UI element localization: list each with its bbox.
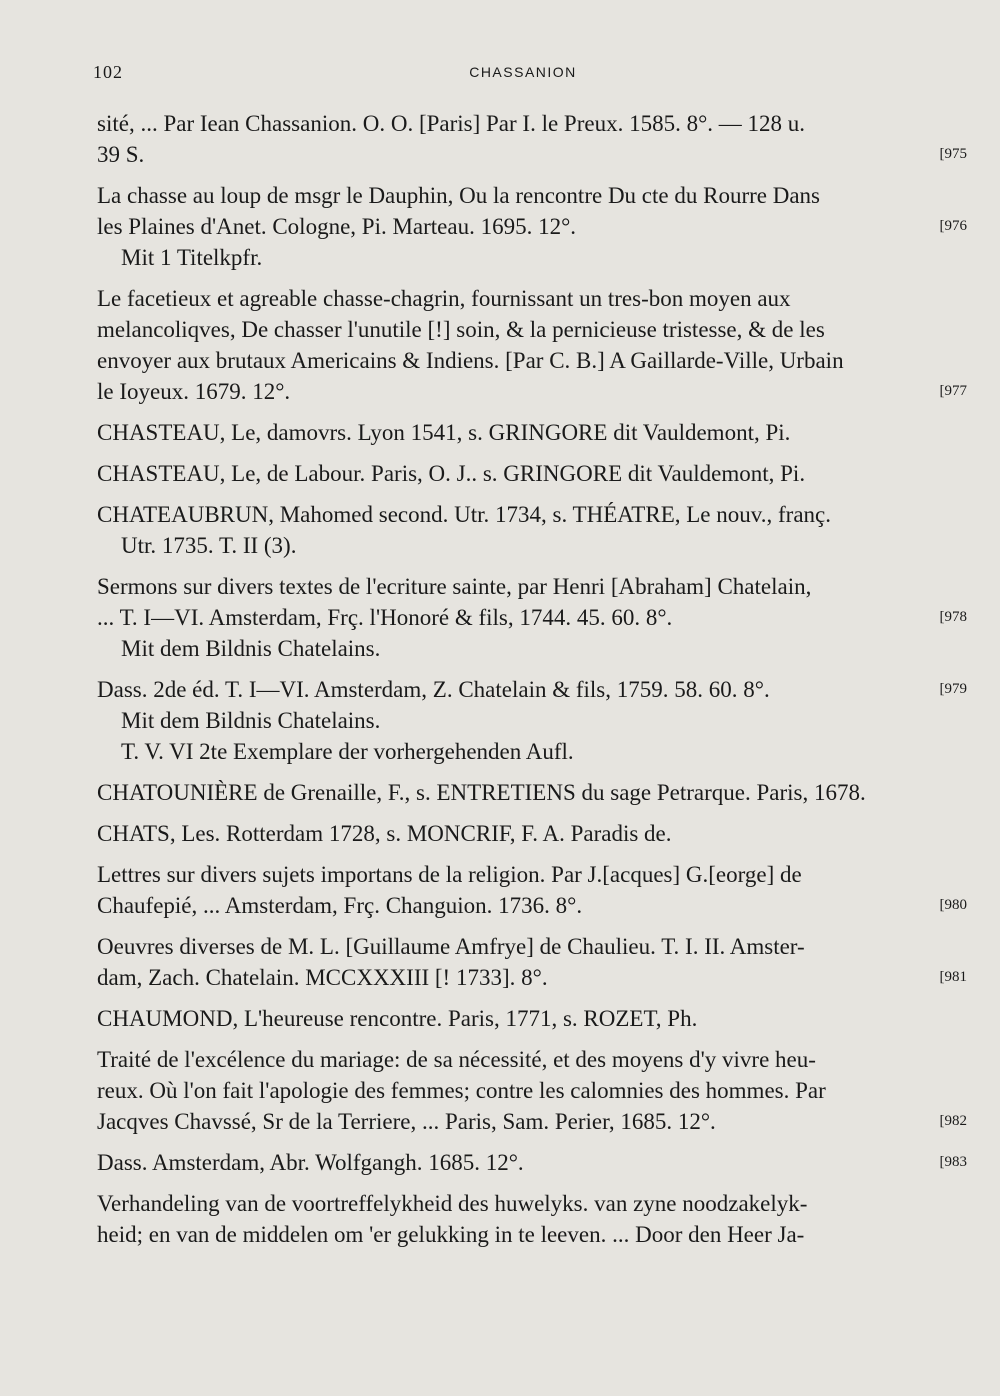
entry-number: [978	[939, 609, 967, 625]
entry-line: sité, ... Par Iean Chassanion. O. O. [Paris] Par I. le Preux. 1585. 8°. — 128 u.	[97, 111, 806, 136]
entry-976	[97, 180, 967, 273]
entry-number: [983	[939, 1154, 967, 1170]
entry-980	[97, 859, 967, 921]
entry-line: 39 S.	[97, 142, 145, 167]
entry-chatouniere	[97, 777, 953, 808]
entry-line: heid; en van de middelen om 'er gelukking in te leeven. ... Door den Heer Ja-	[97, 1222, 805, 1247]
entry-number: [982	[939, 1113, 967, 1129]
entry-note: Mit dem Bildnis Chatelains.	[121, 636, 381, 661]
entry-line: CHATS, Les. Rotterdam 1728, s. MONCRIF, F. A. Paradis de.	[97, 821, 672, 846]
running-title: CHASSANION	[469, 64, 577, 80]
entry-line: Chaufepié, ... Amsterdam, Frç. Changuion. 1736. 8°.	[97, 893, 583, 918]
entry-line: reux. Où l'on fait l'apologie des femmes; contre les calomnies des hommes. Par	[97, 1078, 826, 1103]
entry-979	[97, 674, 967, 767]
entry-line: Sermons sur divers textes de l'ecriture sainte, par Henri [Abraham] Chatelain,	[97, 574, 812, 599]
entry-line: Lettres sur divers sujets importans de la religion. Par J.[acques] G.[eorge] de	[97, 862, 802, 887]
bibliography-entries	[97, 108, 967, 1260]
entry-note: Utr. 1735. T. II (3).	[121, 533, 297, 558]
entry-number: [981	[939, 969, 967, 985]
entry-chasteau-damovrs	[97, 417, 953, 448]
entry-line: Le facetieux et agreable chasse-chagrin, fournissant un tres-bon moyen aux	[97, 286, 791, 311]
entry-note: T. V. VI 2te Exemplare der vorhergehenden Aufl.	[121, 739, 574, 764]
entry-number: [975	[939, 146, 967, 162]
entry-line: dam, Zach. Chatelain. MCCXXXIII [! 1733]. 8°.	[97, 965, 548, 990]
entry-line: CHASTEAU, Le, damovrs. Lyon 1541, s. GRINGORE dit Vauldemont, Pi.	[97, 420, 791, 445]
entry-line: La chasse au loup de msgr le Dauphin, Ou la rencontre Du cte du Rourre Dans	[97, 183, 820, 208]
entry-line: envoyer aux brutaux Americains & Indiens. [Par C. B.] A Gaillarde-Ville, Urbain	[97, 348, 844, 373]
entry-978	[97, 571, 967, 664]
entry-note: Mit 1 Titelkpfr.	[121, 245, 263, 270]
entry-chats	[97, 818, 953, 849]
entry-chaumond	[97, 1003, 953, 1034]
entry-number: [976	[939, 218, 967, 234]
entry-number: [980	[939, 897, 967, 913]
entry-line: CHATOUNIÈRE de Grenaille, F., s. ENTRETIENS du sage Petrarque. Paris, 1678.	[97, 780, 866, 805]
entry-number: [977	[939, 383, 967, 399]
entry-line: Jacqves Chavssé, Sr de la Terriere, ... Paris, Sam. Perier, 1685. 12°.	[97, 1109, 716, 1134]
entry-981	[97, 931, 967, 993]
entry-verhandeling	[97, 1188, 953, 1250]
entry-line: CHASTEAU, Le, de Labour. Paris, O. J.. s. GRINGORE dit Vauldemont, Pi.	[97, 461, 806, 486]
entry-line: ... T. I—VI. Amsterdam, Frç. l'Honoré & fils, 1744. 45. 60. 8°.	[97, 605, 673, 630]
entry-983	[97, 1147, 967, 1178]
entry-line: le Ioyeux. 1679. 12°.	[97, 379, 291, 404]
entry-line: CHATEAUBRUN, Mahomed second. Utr. 1734, s. THÉATRE, Le nouv., franç.	[97, 502, 831, 527]
entry-line: CHAUMOND, L'heureuse rencontre. Paris, 1771, s. ROZET, Ph.	[97, 1006, 698, 1031]
entry-977	[97, 283, 967, 407]
entry-line: Dass. Amsterdam, Abr. Wolfgangh. 1685. 12°.	[97, 1150, 524, 1175]
entry-line: melancoliqves, De chasser l'unutile [!] soin, & la pernicieuse tristesse, & de les	[97, 317, 825, 342]
page-number: 102	[93, 62, 123, 82]
entry-number: [979	[939, 681, 967, 697]
entry-975	[97, 108, 967, 170]
entry-982	[97, 1044, 967, 1137]
entry-line: les Plaines d'Anet. Cologne, Pi. Marteau. 1695. 12°.	[97, 214, 577, 239]
entry-chateaubrun	[97, 499, 953, 561]
entry-chasteau-labour	[97, 458, 953, 489]
entry-line: Dass. 2de éd. T. I—VI. Amsterdam, Z. Chatelain & fils, 1759. 58. 60. 8°.	[97, 677, 770, 702]
page-header	[93, 62, 953, 84]
entry-line: Verhandeling van de voortreffelykheid des huwelyks. van zyne noodzakelyk-	[97, 1191, 808, 1216]
entry-line: Oeuvres diverses de M. L. [Guillaume Amfrye] de Chaulieu. T. I. II. Amster-	[97, 934, 805, 959]
entry-line: Traité de l'excélence du mariage: de sa nécessité, et des moyens d'y vivre heu-	[97, 1047, 816, 1072]
entry-note: Mit dem Bildnis Chatelains.	[121, 708, 381, 733]
